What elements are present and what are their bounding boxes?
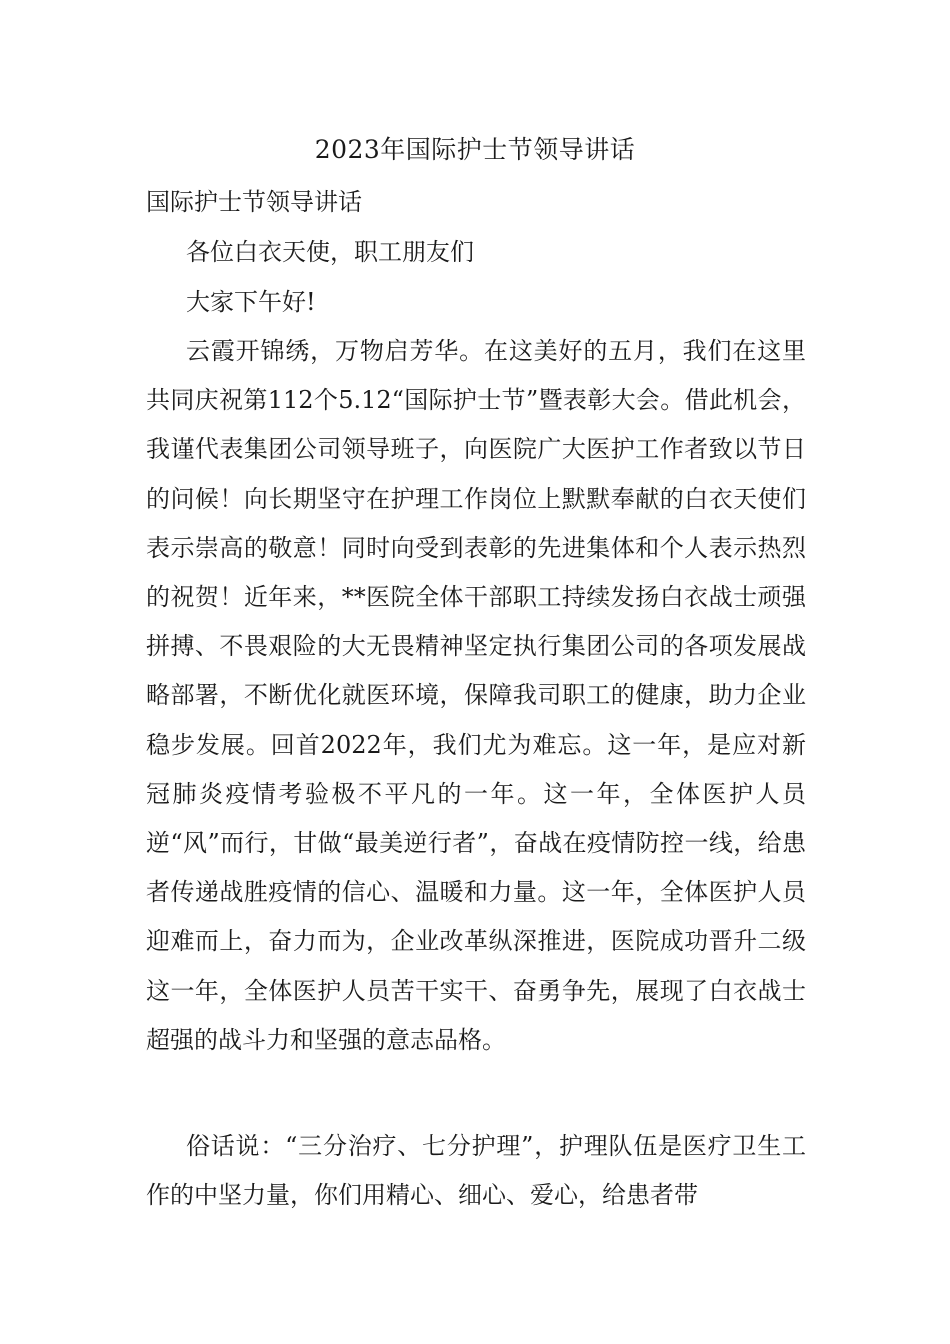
document-title: 2023年国际护士节领导讲话 [314,135,636,164]
document-subtitle: 国际护士节领导讲话 [146,188,362,216]
greeting-line: 大家下午好! [186,288,316,316]
body-paragraph: 俗话说：“三分治疗、七分护理”，护理队伍是医疗卫生工作的中坚力量，你们用精心、细心、爱心，给患者带 [146,1132,806,1210]
body-paragraph: 云霞开锦绣，万物启芳华。在这美好的五月，我们在这里共同庆祝第112个5.12“国际护士节”暨表彰大会。借此机会，我谨代表集团公司领导班子，向医院广大医护工作者致以节日的问候！向长期坚守在护理工作岗位上默默奉献的白衣天使们表示崇高的敬意！同时向受到表彰的先进集体和个人表示热烈的祝贺！近年来，**医院全体干部职工持续发扬白衣战士顽强拼搏、不畏艰险的大无畏精神坚定执行集团公司的各项发展战略部署，不断优化就医环境，保障我司职工的健康，助力企业稳步发展。回首2022年，我们尤为难忘。这一年，是应对新冠肺炎疫情考验极不平凡的一年。这一年，全体医护人员逆“风”而行，甘做“最美逆行者”，奋战在疫情防控一线，给患者传递战胜疫情的信心、温暖和力量。这一年，全体医护人员迎难而上，奋力而为，企业改革纵深推进，医院成功晋升二级这一年，全体医护人员苦干实干、奋勇争先，展现了白衣战士超强的战斗力和坚强的意志品格。 [146,337,806,1054]
salutation-line: 各位白衣天使，职工朋友们 [186,238,474,266]
